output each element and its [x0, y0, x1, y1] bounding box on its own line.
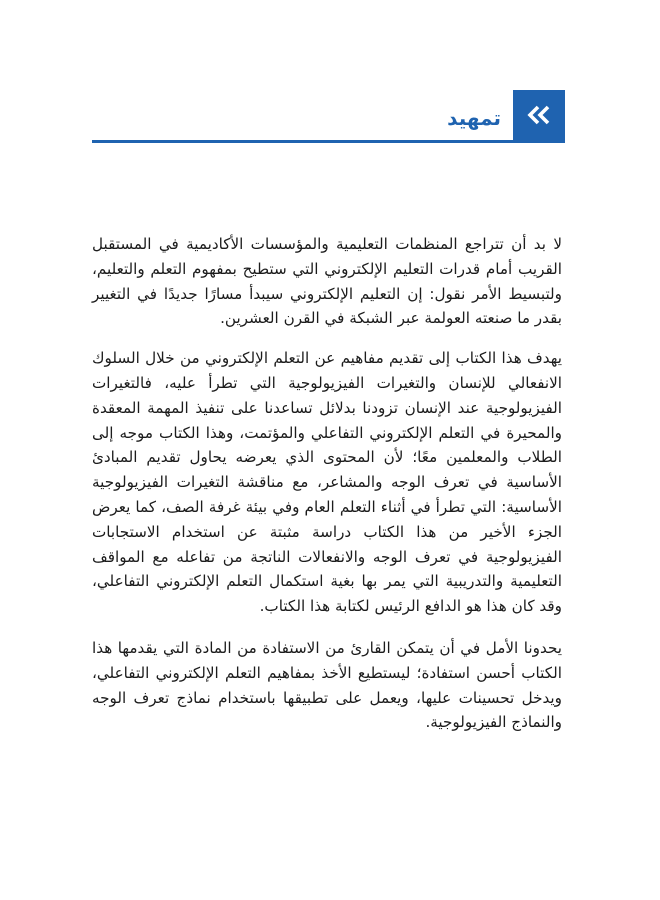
double-chevron-left-icon	[526, 104, 552, 126]
section-badge	[513, 90, 565, 140]
body-text	[92, 232, 562, 753]
paragraph-book-aim: يهدف هذا الكتاب إلى تقديم مفاهيم عن التعلم الإلكتروني من خلال السلوك الانفعالي للإنسان والتغيرات الفيزيولوجية التي تطرأ عليه، فالتغيرات الفيزيولوجية عند الإنسان تزودنا بدلائل تساعدنا على تنفيذ المهمة المعقدة والمحيرة في التعلم الإلكتروني التفاعلي والمؤتمت، وهذا الكتاب موجه إلى الطلاب والمعلمين معًا؛ لأن المحتوى الذي يعرضه يحاول تقديم المبادئ الأساسية في تعرف الوجه والمشاعر، مع مناقشة التغيرات الفيزيولوجية الأساسية: التي تطرأ في أثناء التعلم العام وفي بيئة غرفة الصف، كما يعرض الجزء الأخير من هذا الكتاب دراسة مثبتة عن استخدام الاستجابات الفيزيولوجية في تعرف الوجه والانفعالات الناتجة من تفاعله مع المواقف التعليمية والتدريبية التي يمر بها بغية استكمال التعلم الإلكتروني التفاعلي، وقد كان هذا هو الدافع الرئيس لكتابة هذا الكتاب.	[92, 349, 562, 616]
header-divider	[92, 140, 565, 143]
section-header	[92, 90, 565, 143]
paragraph-intro: لا بد أن تتراجع المنظمات التعليمية والمؤسسات الأكاديمية في المستقبل القريب أمام قدرات التعليم الإلكتروني التي ستطيح بمفهوم التعلم والتعليم، ولتبسيط الأمر نقول: إن التعليم الإلكتروني سيبدأ مسارًا جديدًا في التغيير بقدر ما صنعته العولمة عبر الشبكة في القرن العشرين.	[92, 235, 562, 328]
section-title: تمهيد	[447, 106, 501, 130]
paragraph-hope: يحدونا الأمل في أن يتمكن القارئ من الاستفادة من المادة التي يقدمها هذا الكتاب أحسن استفادة؛ ليستطيع الأخذ بمفاهيم التعلم الإلكتروني التفاعلي، ويدخل تحسينات عليها، ويعمل على تطبيقها باستخدام نماذج تعرف الوجه والنماذج الفيزيولوجية.	[92, 638, 562, 732]
